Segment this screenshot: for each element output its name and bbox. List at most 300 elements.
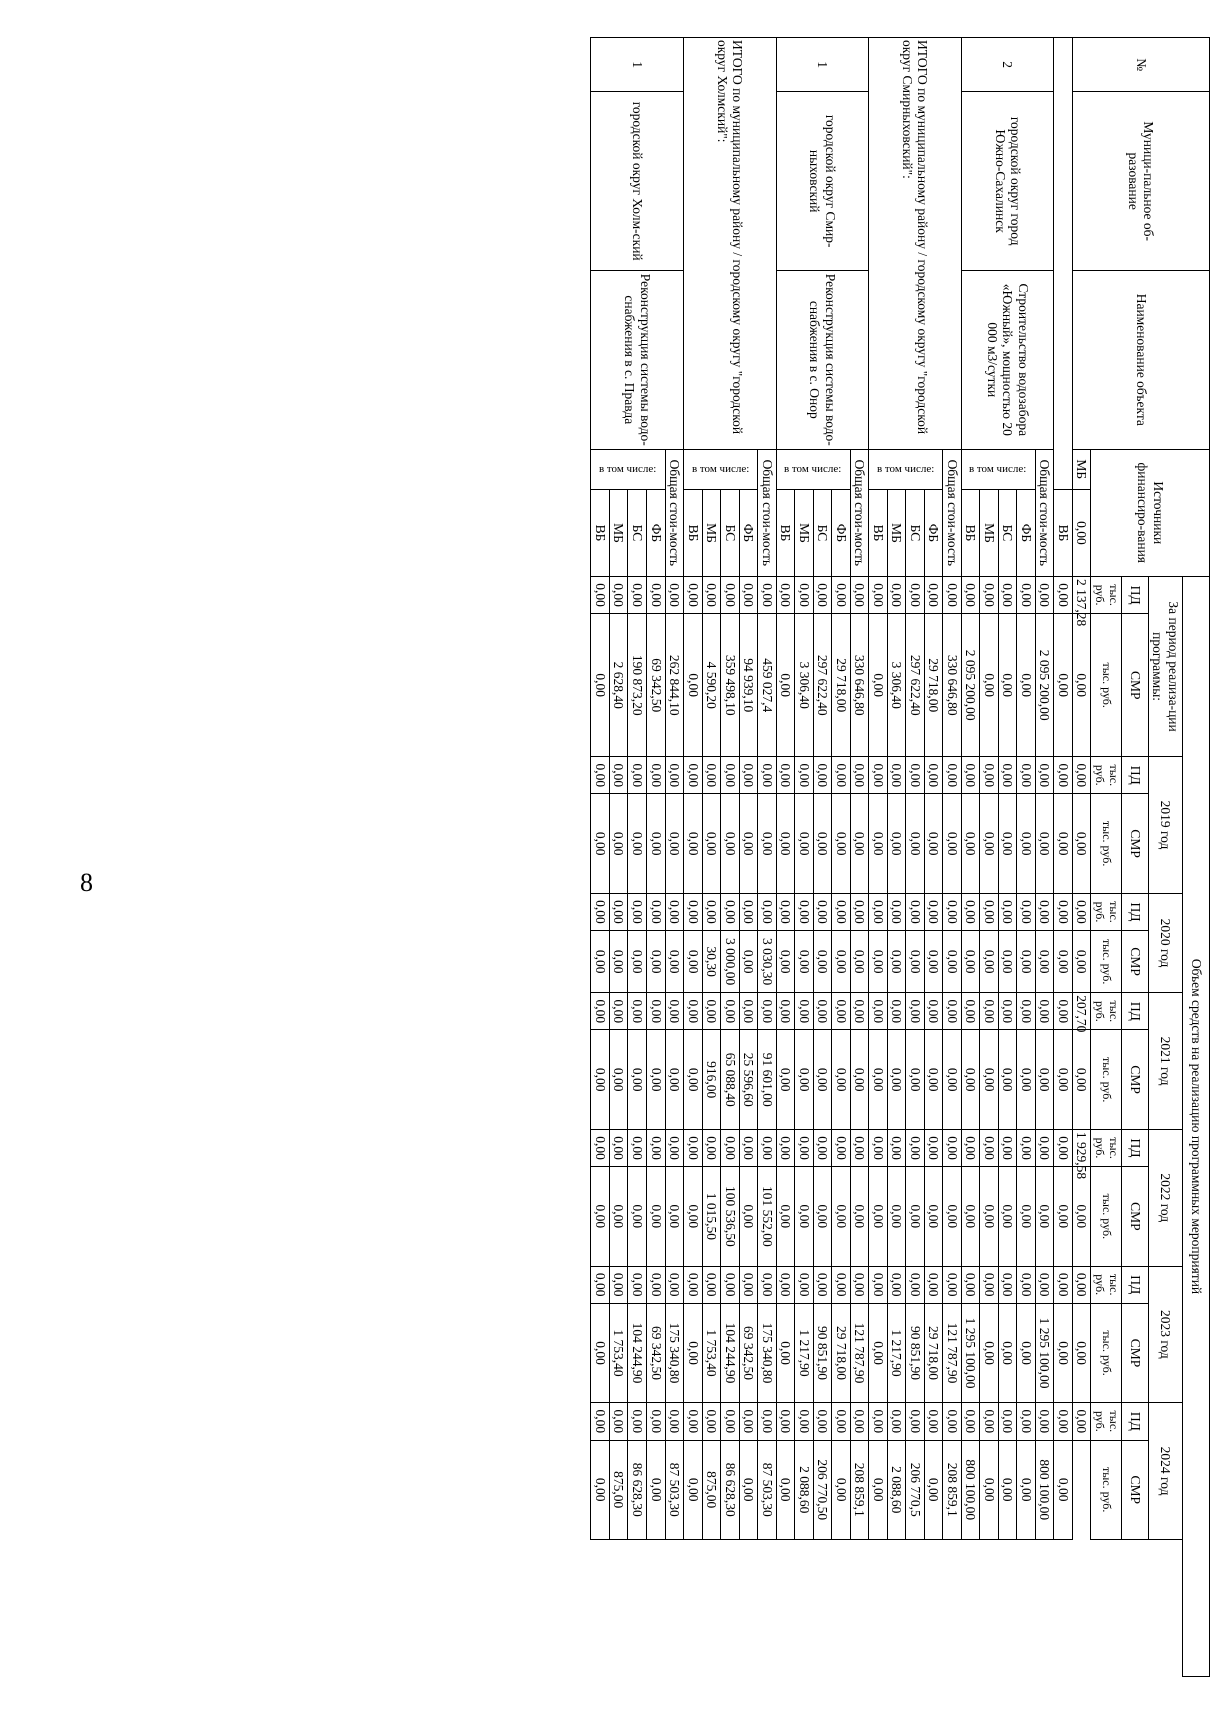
- pd-value-cell: 0,00: [758, 1266, 777, 1303]
- smr-value-cell: 0,00: [887, 931, 906, 993]
- year-header: 2024 год: [1148, 1403, 1182, 1540]
- pd-value-cell: 0,00: [1035, 757, 1054, 794]
- pd-value-cell: 0,00: [739, 757, 758, 794]
- pd-value-cell: 0,00: [647, 757, 666, 794]
- pd-value-cell: 0,00: [609, 993, 628, 1030]
- pd-value-cell: 0,00: [758, 993, 777, 1030]
- smr-value-cell: 0,00: [980, 614, 999, 757]
- pd-value-cell: 0,00: [1054, 1403, 1073, 1440]
- pd-value-cell: 0,00: [702, 757, 721, 794]
- pd-value-cell: 0,00: [906, 993, 925, 1030]
- pd-value-cell: 0,00: [998, 757, 1017, 794]
- smr-value-cell: 29 718,00: [832, 614, 851, 757]
- smr-value-cell: 4 590,20: [702, 614, 721, 757]
- smr-value-cell: 297 622,40: [906, 614, 925, 757]
- pd-value-cell: 0,00: [943, 893, 962, 930]
- pd-value-cell: 0,00: [1035, 1129, 1054, 1166]
- smr-value-cell: 208 859,1: [850, 1440, 869, 1539]
- smr-value-cell: 0,00: [906, 931, 925, 993]
- smr-value-cell: 0,00: [924, 794, 943, 893]
- pd-value-cell: 0,00: [684, 576, 703, 613]
- smr-value-cell: 330 646,80: [943, 614, 962, 757]
- smr-value-cell: 121 787,90: [850, 1303, 869, 1402]
- smr-value-cell: 91 601,00: [758, 1030, 777, 1129]
- pd-value-cell: 0,00: [1072, 1030, 1091, 1129]
- pd-value-cell: 0,00: [924, 576, 943, 613]
- smr-value-cell: 0,00: [665, 1030, 684, 1129]
- smr-value-cell: 0,00: [1035, 931, 1054, 993]
- table-row: [1054, 38, 1073, 1677]
- pd-value-cell: 0,00: [1054, 893, 1073, 930]
- pd-value-cell: 0,00: [665, 576, 684, 613]
- pd-value-cell: 0,00: [1017, 893, 1036, 930]
- smr-header: СМР: [1121, 1167, 1148, 1266]
- smr-value-cell: 2 095 200,00: [1035, 614, 1054, 757]
- smr-value-cell: 25 596,60: [739, 1030, 758, 1129]
- smr-value-cell: 0,00: [1035, 1030, 1054, 1129]
- smr-value-cell: 0,00: [776, 1440, 795, 1539]
- pd-value-cell: 0,00: [628, 993, 647, 1030]
- pd-value-cell: 0,00: [943, 1129, 962, 1166]
- pd-value-cell: 0,00: [906, 1129, 925, 1166]
- pd-value-cell: 0,00: [665, 757, 684, 794]
- pd-value-cell: 0,00: [776, 1403, 795, 1440]
- source-cell: ФБ: [739, 489, 758, 576]
- smr-value-cell: 0,00: [739, 1167, 758, 1266]
- smr-value-cell: 0,00: [1017, 1440, 1036, 1539]
- smr-value-cell: 262 844,10: [665, 614, 684, 757]
- pd-value-cell: 0,00: [647, 1403, 666, 1440]
- pd-value-cell: 0,00: [591, 1129, 610, 1166]
- pd-value-cell: 0,00: [1035, 993, 1054, 1030]
- smr-value-cell: 0,00: [906, 1030, 925, 1129]
- smr-value-cell: 0,00: [998, 931, 1017, 993]
- smr-value-cell: 0,00: [665, 794, 684, 893]
- smr-value-cell: 0,00: [1054, 1030, 1073, 1129]
- pd-value-cell: 0,00: [647, 576, 666, 613]
- source-cell: МБ: [795, 489, 814, 576]
- smr-value-cell: 0,00: [647, 794, 666, 893]
- pd-value-cell: 0,00: [832, 576, 851, 613]
- smr-value-cell: 0,00: [832, 1030, 851, 1129]
- smr-value-cell: 0,00: [961, 1167, 980, 1266]
- pd-value-cell: 0,00: [813, 1403, 832, 1440]
- source-cell: МБ: [887, 489, 906, 576]
- pd-value-cell: 0,00: [850, 993, 869, 1030]
- object-header: Наименование объекта: [1072, 270, 1209, 449]
- smr-value-cell: 0,00: [887, 1030, 906, 1129]
- pd-value-cell: 0,00: [684, 757, 703, 794]
- smr-value-cell: 0,00: [869, 1167, 888, 1266]
- pd-value-cell: 0,00: [776, 757, 795, 794]
- sources-header: Источники финансиро-вания: [1091, 449, 1210, 576]
- smr-value-cell: 0,00: [998, 614, 1017, 757]
- unit-cell: тыс. руб.: [1091, 1030, 1122, 1129]
- unit-cell: тыс. руб.: [1091, 1303, 1122, 1402]
- num-header: №: [1072, 38, 1209, 92]
- smr-value-cell: 3 000,00: [721, 931, 740, 993]
- source-cell: ВБ: [776, 489, 795, 576]
- unit-cell: тыс. руб.: [1091, 794, 1122, 893]
- pd-value-cell: 0,00: [887, 576, 906, 613]
- smr-value-cell: 0,00: [776, 794, 795, 893]
- smr-value-cell: 0,00: [980, 1167, 999, 1266]
- smr-header: СМР: [1121, 614, 1148, 757]
- pd-value-cell: 0,00: [943, 1403, 962, 1440]
- smr-value-cell: 0,00: [1054, 614, 1073, 757]
- smr-value-cell: 0,00: [591, 614, 610, 757]
- table-row: [1035, 38, 1054, 1677]
- smr-value-cell: 0,00: [887, 1167, 906, 1266]
- pd-value-cell: 0,00: [591, 757, 610, 794]
- smr-value-cell: 0,00: [628, 1167, 647, 1266]
- row-number: 2: [961, 38, 1054, 92]
- pd-value-cell: 0,00: [832, 993, 851, 1030]
- smr-value-cell: 0,00: [1017, 1167, 1036, 1266]
- smr-value-cell: 0,00: [980, 1440, 999, 1539]
- smr-header: СМР: [1121, 1030, 1148, 1129]
- pd-value-cell: 0,00: [609, 576, 628, 613]
- smr-value-cell: 0,00: [998, 1440, 1017, 1539]
- pd-value-cell: 0,00: [795, 576, 814, 613]
- source-cell: БС: [998, 489, 1017, 576]
- smr-value-cell: 0,00: [591, 1440, 610, 1539]
- pd-header: ПД: [1121, 757, 1148, 794]
- pd-value-cell: 0,00: [961, 893, 980, 930]
- pd-value-cell: 0,00: [795, 1266, 814, 1303]
- smr-value-cell: 0,00: [1017, 1303, 1036, 1402]
- pd-value-cell: 0,00: [721, 576, 740, 613]
- pd-value-cell: 0,00: [1072, 794, 1091, 893]
- pd-value-cell: 0,00: [961, 1403, 980, 1440]
- smr-value-cell: 0,00: [1054, 794, 1073, 893]
- smr-value-cell: 0,00: [684, 1030, 703, 1129]
- smr-value-cell: 0,00: [906, 1167, 925, 1266]
- object-name-cell: Строительство водозабора «Южный», мощностью 20 000 м3/сутки: [961, 270, 1054, 449]
- pd-value-cell: 0,00: [609, 757, 628, 794]
- pd-value-cell: 0,00: [628, 893, 647, 930]
- smr-value-cell: 0,00: [1035, 1167, 1054, 1266]
- pd-value-cell: 0,00: [1017, 993, 1036, 1030]
- smr-header: СМР: [1121, 1303, 1148, 1402]
- smr-value-cell: 0,00: [980, 794, 999, 893]
- row-number: 1: [776, 38, 869, 92]
- smr-value-cell: 0,00: [776, 1303, 795, 1402]
- pd-value-cell: 0,00: [795, 757, 814, 794]
- pd-value-cell: 0,00: [850, 1129, 869, 1166]
- unit-cell: тыс. руб.: [1091, 614, 1122, 757]
- smr-value-cell: 86 628,30: [628, 1440, 647, 1539]
- pd-value-cell: 0,00: [776, 1266, 795, 1303]
- smr-value-cell: 0,00: [924, 1167, 943, 1266]
- source-cell: ВБ: [869, 489, 888, 576]
- smr-value-cell: 0,00: [702, 794, 721, 893]
- pd-value-cell: 0,00: [887, 1403, 906, 1440]
- smr-value-cell: 0,00: [1072, 757, 1091, 794]
- smr-value-cell: 0,00: [776, 1030, 795, 1129]
- smr-value-cell: 0,00: [813, 1030, 832, 1129]
- smr-value-cell: 0,00: [609, 794, 628, 893]
- pd-header: ПД: [1121, 1403, 1148, 1440]
- pd-value-cell: 0,00: [684, 893, 703, 930]
- source-cell: МБ: [609, 489, 628, 576]
- page-number: 8: [80, 868, 93, 897]
- pd-value-cell: 0,00: [906, 757, 925, 794]
- smr-value-cell: 101 552,00: [758, 1167, 777, 1266]
- including-label: в том числе:: [591, 449, 665, 489]
- pd-value-cell: 0,00: [702, 893, 721, 930]
- smr-value-cell: 2 628,40: [609, 614, 628, 757]
- smr-value-cell: 0,00: [776, 1167, 795, 1266]
- pd-value-cell: 0,00: [1017, 1403, 1036, 1440]
- pd-value-cell: 0,00: [869, 576, 888, 613]
- smr-value-cell: 0,00: [1072, 1403, 1091, 1440]
- pd-value-cell: 0,00: [1054, 576, 1073, 613]
- table-row: [758, 38, 777, 1677]
- pd-value-cell: 0,00: [665, 993, 684, 1030]
- smr-value-cell: 0,00: [961, 931, 980, 993]
- pd-value-cell: 0,00: [924, 893, 943, 930]
- smr-value-cell: 0,00: [739, 1440, 758, 1539]
- pd-value-cell: 0,00: [591, 893, 610, 930]
- municipality-cell: городской округ Холм-ский: [591, 92, 684, 271]
- smr-value-cell: 0,00: [813, 931, 832, 993]
- smr-value-cell: 0,00: [850, 1030, 869, 1129]
- pd-value-cell: 0,00: [813, 1129, 832, 1166]
- pd-value-cell: 0,00: [1035, 1266, 1054, 1303]
- table-row: [1183, 38, 1210, 1677]
- year-header: 2021 год: [1148, 993, 1182, 1130]
- pd-value-cell: 0,00: [776, 893, 795, 930]
- smr-value-cell: 2 137,28: [1072, 576, 1091, 613]
- pd-value-cell: 0,00: [850, 893, 869, 930]
- pd-value-cell: 0,00: [813, 1266, 832, 1303]
- including-label: в том числе:: [684, 449, 758, 489]
- source-cell: ФБ: [924, 489, 943, 576]
- volume-header: Объем средств на реализацию программных мероприятий: [1183, 576, 1210, 1676]
- smr-value-cell: 175 340,80: [665, 1303, 684, 1402]
- smr-value-cell: 0,00: [850, 931, 869, 993]
- pd-value-cell: 0,00: [1054, 1129, 1073, 1166]
- pd-value-cell: 0,00: [998, 1403, 1017, 1440]
- smr-value-cell: 0,00: [869, 614, 888, 757]
- smr-value-cell: 0,00: [850, 794, 869, 893]
- pd-value-cell: 0,00: [998, 576, 1017, 613]
- smr-value-cell: 0,00: [924, 1030, 943, 1129]
- pd-value-cell: 0,00: [776, 1129, 795, 1166]
- smr-value-cell: 0,00: [943, 794, 962, 893]
- pd-value-cell: 0,00: [665, 1403, 684, 1440]
- smr-value-cell: 69 342,50: [647, 614, 666, 757]
- pd-value-cell: 0,00: [628, 757, 647, 794]
- pd-value-cell: 0,00: [980, 757, 999, 794]
- pd-value-cell: 0,00: [758, 757, 777, 794]
- smr-value-cell: 297 622,40: [813, 614, 832, 757]
- smr-value-cell: 94 939,10: [739, 614, 758, 757]
- smr-value-cell: 0,00: [1054, 1303, 1073, 1402]
- pd-value-cell: 0,00: [721, 757, 740, 794]
- pd-value-cell: 0,00: [1017, 757, 1036, 794]
- smr-value-cell: 0,00: [665, 1167, 684, 1266]
- smr-value-cell: 29 718,00: [924, 1303, 943, 1402]
- pd-value-cell: 0,00: [684, 993, 703, 1030]
- smr-value-cell: 0,00: [684, 614, 703, 757]
- pd-value-cell: 0,00: [832, 1403, 851, 1440]
- pd-value-cell: 0,00: [795, 1129, 814, 1166]
- unit-cell: тыс. руб.: [1091, 1266, 1122, 1303]
- pd-value-cell: 0,00: [739, 576, 758, 613]
- smr-value-cell: 0,00: [1054, 1440, 1073, 1539]
- smr-value-cell: 0,00: [1054, 931, 1073, 993]
- smr-value-cell: 0,00: [1017, 1030, 1036, 1129]
- smr-value-cell: 0,00: [832, 931, 851, 993]
- pd-value-cell: 0,00: [739, 1129, 758, 1166]
- smr-value-cell: 1 217,90: [795, 1303, 814, 1402]
- pd-value-cell: 0,00: [850, 757, 869, 794]
- smr-value-cell: 0,00: [776, 931, 795, 993]
- source-cell: ВБ: [961, 489, 980, 576]
- smr-value-cell: 2 095 200,00: [961, 614, 980, 757]
- pd-value-cell: 0,00: [869, 1266, 888, 1303]
- source-cell: БС: [628, 489, 647, 576]
- smr-value-cell: 3 030,30: [758, 931, 777, 993]
- smr-value-cell: 0,00: [980, 1303, 999, 1402]
- pd-value-cell: 0,00: [647, 1266, 666, 1303]
- period-total-header: За период реализа-ции программы:: [1148, 576, 1182, 756]
- pd-value-cell: 0,00: [609, 1266, 628, 1303]
- smr-value-cell: 800 100,00: [1035, 1440, 1054, 1539]
- pd-value-cell: 0,00: [943, 576, 962, 613]
- pd-value-cell: 0,00: [739, 993, 758, 1030]
- smr-header: СМР: [1121, 931, 1148, 993]
- smr-value-cell: 0,00: [1017, 931, 1036, 993]
- total-cost-label: Общая стои-мость: [943, 449, 962, 576]
- unit-cell: тыс. руб.: [1091, 1129, 1122, 1166]
- pd-value-cell: 0,00: [924, 1129, 943, 1166]
- rotated-table-container: [590, 37, 1210, 1677]
- pd-value-cell: 0,00: [850, 1403, 869, 1440]
- table-row: [665, 38, 684, 1677]
- municipality-cell: городской округ город Южно-Сахалинск: [961, 92, 1054, 271]
- pd-value-cell: 0,00: [684, 1129, 703, 1166]
- pd-header: ПД: [1121, 576, 1148, 613]
- smr-value-cell: 0,00: [684, 931, 703, 993]
- source-cell: МБ: [980, 489, 999, 576]
- municipality-cell: городской округ Смир-ныховский: [776, 92, 869, 271]
- pd-value-cell: 0,00: [628, 1266, 647, 1303]
- smr-value-cell: 0,00: [739, 794, 758, 893]
- funding-table: [590, 37, 1210, 1677]
- unit-cell: тыс. руб.: [1091, 993, 1122, 1030]
- year-header: 2022 год: [1148, 1129, 1182, 1266]
- smr-value-cell: 0,00: [609, 931, 628, 993]
- smr-value-cell: 1 753,40: [609, 1303, 628, 1402]
- smr-value-cell: 0,00: [924, 931, 943, 993]
- unit-cell: тыс. руб.: [1091, 757, 1122, 794]
- smr-value-cell: 121 787,90: [943, 1303, 962, 1402]
- pd-value-cell: 0,00: [869, 757, 888, 794]
- smr-value-cell: 0,00: [850, 1167, 869, 1266]
- pd-value-cell: 0,00: [665, 1266, 684, 1303]
- year-header: 2020 год: [1148, 893, 1182, 992]
- pd-value-cell: 0,00: [776, 993, 795, 1030]
- smr-value-cell: 0,00: [628, 931, 647, 993]
- pd-value-cell: 0,00: [1017, 1266, 1036, 1303]
- including-label: в том числе:: [961, 449, 1035, 489]
- pd-value-cell: 0,00: [813, 576, 832, 613]
- smr-value-cell: 2 088,60: [795, 1440, 814, 1539]
- pd-value-cell: 0,00: [702, 1403, 721, 1440]
- smr-value-cell: 90 851,90: [906, 1303, 925, 1402]
- pd-value-cell: 0,00: [980, 1403, 999, 1440]
- pd-value-cell: 0,00: [924, 993, 943, 1030]
- smr-value-cell: 0,00: [998, 1030, 1017, 1129]
- smr-value-cell: 65 088,40: [721, 1030, 740, 1129]
- pd-value-cell: 0,00: [684, 1266, 703, 1303]
- smr-value-cell: 0,00: [924, 1440, 943, 1539]
- smr-value-cell: 0,00: [906, 794, 925, 893]
- pd-value-cell: 0,00: [647, 1129, 666, 1166]
- pd-value-cell: 0,00: [609, 1129, 628, 1166]
- pd-value-cell: 0,00: [813, 993, 832, 1030]
- smr-value-cell: 0,00: [998, 1167, 1017, 1266]
- pd-value-cell: 0,00: [961, 576, 980, 613]
- pd-value-cell: 0,00: [961, 1266, 980, 1303]
- source-cell: ВБ: [591, 489, 610, 576]
- smr-value-cell: 208 859,1: [943, 1440, 962, 1539]
- including-label: в том числе:: [776, 449, 850, 489]
- smr-value-cell: 0,00: [776, 614, 795, 757]
- pd-value-cell: 0,00: [609, 893, 628, 930]
- pd-header: ПД: [1121, 1129, 1148, 1166]
- pd-value-cell: 0,00: [1054, 993, 1073, 1030]
- pd-header: ПД: [1121, 993, 1148, 1030]
- pd-value-cell: 0,00: [906, 893, 925, 930]
- smr-value-cell: 0,00: [869, 1030, 888, 1129]
- smr-value-cell: 3 306,40: [795, 614, 814, 757]
- smr-value-cell: 1 217,90: [887, 1303, 906, 1402]
- pd-value-cell: 0,00: [721, 893, 740, 930]
- pd-value-cell: 0,00: [924, 757, 943, 794]
- smr-value-cell: 87 503,30: [758, 1440, 777, 1539]
- smr-value-cell: 0,00: [628, 794, 647, 893]
- source-cell: МБ: [702, 489, 721, 576]
- pd-value-cell: 0,00: [832, 893, 851, 930]
- source-cell: БС: [721, 489, 740, 576]
- source-cell: ФБ: [832, 489, 851, 576]
- pd-value-cell: 0,00: [647, 893, 666, 930]
- smr-value-cell: 0,00: [1072, 893, 1091, 930]
- pd-value-cell: 0,00: [998, 1266, 1017, 1303]
- source-cell: БС: [906, 489, 925, 576]
- year-header: 2023 год: [1148, 1266, 1182, 1403]
- pd-value-cell: 0,00: [739, 1266, 758, 1303]
- smr-value-cell: 86 628,30: [721, 1440, 740, 1539]
- smr-value-cell: 0,00: [813, 1167, 832, 1266]
- pd-value-cell: 0,00: [628, 1129, 647, 1166]
- pd-value-cell: 0,00: [961, 1129, 980, 1166]
- smr-value-cell: 0,00: [1017, 614, 1036, 757]
- total-cost-label: Общая стои-мость: [850, 449, 869, 576]
- pd-value-cell: 0,00: [980, 993, 999, 1030]
- smr-value-cell: 0,00: [832, 1440, 851, 1539]
- smr-value-cell: 207,70: [1072, 993, 1091, 1030]
- pd-header: ПД: [1121, 1266, 1148, 1303]
- smr-value-cell: 0,00: [869, 1440, 888, 1539]
- pd-value-cell: 0,00: [887, 993, 906, 1030]
- smr-value-cell: 0,00: [869, 1303, 888, 1402]
- smr-value-cell: 0,00: [684, 1303, 703, 1402]
